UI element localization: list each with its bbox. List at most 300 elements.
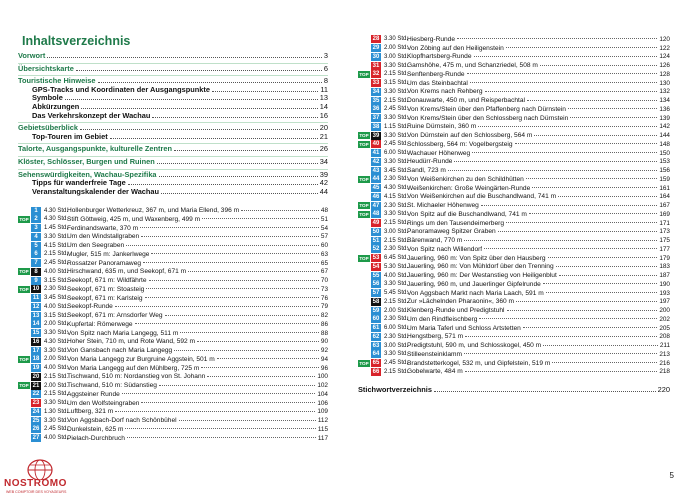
- route-title: Wachauer Höhenweg: [407, 149, 471, 157]
- route-number-badge: 36: [372, 106, 380, 113]
- toc-entry[interactable]: [18, 65, 328, 74]
- dot-leader: [534, 135, 657, 136]
- top-badge-placeholder: [358, 123, 370, 130]
- route-number-badge: 66: [372, 368, 380, 375]
- route-row[interactable]: [358, 333, 670, 342]
- route-row[interactable]: [18, 224, 328, 233]
- top-badge-placeholder: [18, 207, 30, 214]
- toc-entry-title: Tipps für wanderfreie Tage: [32, 178, 126, 188]
- dot-leader: [467, 73, 658, 74]
- toc-entry[interactable]: [18, 112, 328, 121]
- route-row[interactable]: [358, 96, 670, 105]
- top-badge-placeholder: [358, 88, 370, 95]
- top-badge-placeholder: [358, 325, 370, 332]
- toc-entry-page: 16: [319, 110, 328, 120]
- dot-leader: [145, 297, 319, 298]
- top-badge-placeholder: [18, 277, 30, 284]
- route-duration: 3.30 Std.: [384, 88, 409, 95]
- route-row[interactable]: [358, 350, 670, 359]
- top-badge-placeholder: [18, 303, 30, 310]
- dot-leader: [212, 91, 318, 92]
- route-row[interactable]: [358, 324, 670, 333]
- toc-entry[interactable]: [18, 145, 328, 154]
- route-row[interactable]: [358, 53, 670, 62]
- route-number-badge: 65: [372, 360, 380, 367]
- route-title: Weißenkirchen: Große Weingärten-Runde: [407, 184, 531, 192]
- route-row[interactable]: [18, 381, 328, 390]
- route-title: Von Spitz auf die Buschandlwand, 741 m: [407, 210, 527, 218]
- route-row[interactable]: [358, 140, 670, 149]
- top-badge: TOP: [359, 133, 369, 139]
- route-number-badge: 20: [32, 373, 40, 380]
- dot-leader: [174, 350, 319, 351]
- route-duration: 1.30 Std.: [44, 408, 69, 415]
- route-number-badge: 6: [31, 250, 41, 258]
- route-title: Predigtstuhl, 590 m, und Schlosskogel, 450 m: [407, 342, 542, 350]
- route-row[interactable]: [18, 215, 328, 224]
- route-page: 120: [659, 35, 670, 43]
- route-row[interactable]: [18, 303, 328, 312]
- route-row[interactable]: [358, 184, 670, 193]
- route-row[interactable]: [358, 70, 670, 79]
- route-page: 134: [659, 97, 670, 105]
- route-row[interactable]: [18, 311, 328, 320]
- route-duration: 4.00 Std.: [44, 365, 69, 372]
- top-badge-placeholder: [358, 45, 370, 52]
- route-page: 193: [659, 289, 670, 297]
- route-duration: 3.30 Std.: [44, 347, 69, 354]
- route-row[interactable]: [358, 341, 670, 350]
- route-number-badge: 51: [372, 237, 380, 244]
- route-page: 200: [659, 307, 670, 315]
- route-row[interactable]: [358, 61, 670, 70]
- route-row[interactable]: [18, 320, 328, 329]
- route-row[interactable]: [358, 166, 670, 175]
- dot-leader: [197, 341, 319, 342]
- route-number-badge: 11: [32, 295, 40, 302]
- dot-leader: [174, 150, 318, 151]
- route-row[interactable]: [18, 399, 328, 408]
- route-row[interactable]: [358, 280, 670, 289]
- top-badge-placeholder: [358, 97, 370, 104]
- dot-leader: [543, 283, 658, 284]
- dot-leader: [159, 176, 318, 177]
- top-badge-placeholder: [18, 373, 30, 380]
- route-row[interactable]: [358, 263, 670, 272]
- route-page: 183: [659, 263, 670, 271]
- route-page: 51: [320, 215, 328, 223]
- route-list-right: [358, 35, 670, 376]
- route-list-left: [18, 206, 328, 442]
- toc-entry[interactable]: [18, 133, 328, 142]
- route-title: Von Aggsbach Markt nach Maria Laach, 591 m: [407, 289, 544, 297]
- route-row[interactable]: [358, 298, 670, 307]
- index-entry[interactable]: [358, 385, 670, 394]
- route-title: Von Krems/Stein über den Pfaffenberg nach Dürnstein: [407, 105, 566, 113]
- route-duration: 2.00 Std.: [44, 356, 69, 363]
- route-title: Hengstberg, 571 m: [407, 333, 464, 341]
- top-badge: TOP: [359, 141, 369, 147]
- route-row[interactable]: [18, 408, 328, 417]
- route-number-badge: 56: [372, 281, 380, 288]
- route-duration: 2.15 Std.: [384, 97, 409, 104]
- route-row[interactable]: [18, 416, 328, 425]
- top-badge: TOP: [19, 286, 29, 292]
- route-title: Um den Windstallgraben: [67, 233, 140, 241]
- route-row[interactable]: [18, 425, 328, 434]
- route-title: Bärenwand, 770 m: [407, 237, 463, 245]
- toc-entry[interactable]: [18, 86, 328, 95]
- dot-leader: [157, 163, 318, 164]
- route-number-badge: 19: [32, 365, 40, 372]
- route-title: Ruine Dürnstein, 360 m: [407, 123, 477, 131]
- route-page: 205: [659, 324, 670, 332]
- route-row[interactable]: [18, 294, 328, 303]
- dot-leader: [540, 65, 657, 66]
- route-duration: 3.30 Std.: [44, 417, 69, 424]
- dot-leader: [570, 117, 657, 118]
- top-badge-placeholder: [358, 220, 370, 227]
- route-number-badge: 62: [372, 333, 380, 340]
- top-badge-placeholder: [358, 263, 370, 270]
- route-title: St. Michaeler Höhenweg: [407, 202, 479, 210]
- route-row[interactable]: [358, 193, 670, 202]
- route-row[interactable]: [358, 306, 670, 315]
- route-page: 57: [320, 233, 328, 241]
- route-row[interactable]: [18, 390, 328, 399]
- route-row[interactable]: [358, 219, 670, 228]
- dot-leader: [478, 126, 657, 127]
- route-row[interactable]: [18, 206, 328, 215]
- top-badge-placeholder: [358, 80, 370, 87]
- route-row[interactable]: [358, 359, 670, 368]
- route-duration: 3.15 Std.: [384, 80, 409, 87]
- route-row[interactable]: [358, 105, 670, 114]
- toc-entry-page: 26: [319, 144, 328, 154]
- toc-entry[interactable]: [18, 158, 328, 167]
- route-number-badge: 44: [372, 176, 380, 183]
- route-title: Um Maria Taferl und Schloss Artstetten: [407, 324, 521, 332]
- dot-leader: [140, 227, 319, 228]
- route-row[interactable]: [18, 355, 328, 364]
- route-number-badge: 33: [372, 80, 380, 87]
- route-page: 197: [659, 298, 670, 306]
- dot-leader: [516, 301, 657, 302]
- top-badge-placeholder: [18, 242, 30, 249]
- route-row[interactable]: [18, 373, 328, 382]
- route-number-badge: 46: [372, 193, 380, 200]
- route-number-badge: 64: [372, 351, 380, 358]
- route-title: Gobelwarte, 484 m: [407, 368, 463, 376]
- top-badge: TOP: [19, 216, 29, 222]
- route-row[interactable]: [358, 201, 670, 210]
- route-page: 161: [659, 184, 670, 192]
- route-title: Von Zöbing auf den Heiligenstein: [407, 44, 504, 52]
- route-row[interactable]: [358, 368, 670, 377]
- route-number-badge: 52: [372, 246, 380, 253]
- route-row[interactable]: [358, 131, 670, 140]
- route-row[interactable]: [18, 259, 328, 268]
- toc-entry[interactable]: [18, 52, 328, 61]
- route-duration: 2.30 Std.: [384, 316, 409, 323]
- dot-leader: [529, 213, 657, 214]
- dot-leader: [546, 292, 658, 293]
- route-row[interactable]: [18, 434, 328, 443]
- route-row[interactable]: [18, 241, 328, 250]
- route-row[interactable]: [358, 271, 670, 280]
- route-row[interactable]: [358, 175, 670, 184]
- top-badge: TOP: [359, 203, 369, 209]
- dot-leader: [470, 82, 657, 83]
- route-row[interactable]: [18, 338, 328, 347]
- route-row[interactable]: [358, 158, 670, 167]
- route-duration: 4.15 Std.: [44, 242, 69, 249]
- route-row[interactable]: [358, 44, 670, 53]
- dot-leader: [161, 193, 318, 194]
- route-page: 54: [320, 224, 328, 232]
- dot-leader: [481, 205, 657, 206]
- top-badge-placeholder: [18, 312, 30, 319]
- route-title: Von Spitz nach Maria Langegg, 511 m: [67, 329, 179, 337]
- route-number-badge: 17: [32, 347, 40, 354]
- top-badge-placeholder: [18, 400, 30, 407]
- route-title: Seekopf, 671 m: Karlsteig: [67, 294, 143, 302]
- route-duration: 2.00 Std.: [44, 382, 69, 389]
- toc-entry-page: 39: [319, 169, 328, 179]
- route-duration: 4.00 Std.: [44, 303, 69, 310]
- route-page: 124: [659, 53, 670, 61]
- route-number-badge: 58: [372, 298, 380, 305]
- route-title: Jauerling, 960 m: Von Mühldorf über den Trenning: [407, 263, 554, 271]
- route-title: Von Weißenkirchen auf die Buschandlwand, 741 m: [407, 193, 557, 201]
- route-page: 90: [320, 338, 328, 346]
- dot-leader: [474, 56, 658, 57]
- dot-leader: [110, 138, 318, 139]
- route-duration: 2.30 Std.: [384, 333, 409, 340]
- route-duration: 2.15 Std.: [384, 368, 409, 375]
- dot-leader: [454, 161, 657, 162]
- route-page: 104: [317, 390, 328, 398]
- route-number-badge: 15: [32, 330, 40, 337]
- index-entry-title: Stichwortverzeichnis: [358, 385, 432, 395]
- route-number-badge: 8: [31, 268, 41, 276]
- route-duration: 1.45 Std.: [44, 225, 69, 232]
- route-duration: 2.15 Std.: [44, 391, 69, 398]
- route-duration: 6.00 Std.: [384, 150, 409, 157]
- route-row[interactable]: [18, 329, 328, 338]
- top-badge-placeholder: [358, 167, 370, 174]
- dot-leader: [201, 367, 319, 368]
- route-number-badge: 7: [31, 259, 41, 267]
- route-number-badge: 53: [372, 255, 380, 262]
- route-title: Donauwarte, 450 m, und Reisperbachtal: [407, 97, 526, 105]
- route-page: 76: [320, 294, 328, 302]
- route-page: 126: [659, 62, 670, 70]
- top-badge-placeholder: [358, 115, 370, 122]
- top-badge-placeholder: [18, 233, 30, 240]
- route-title: Tischwand, 510 m: Nordanstieg von St. Johann: [67, 373, 206, 381]
- route-duration: 4.15 Std.: [384, 193, 409, 200]
- route-number-badge: 27: [32, 435, 40, 442]
- route-row[interactable]: [358, 35, 670, 44]
- route-title: Von Weißenkirchen zu den Schildhütten: [407, 175, 524, 183]
- top-badge: TOP: [19, 269, 29, 275]
- route-page: 73: [320, 285, 328, 293]
- route-title: Seekopf, 671 m: Arnsdorfer Weg: [67, 312, 163, 320]
- route-number-badge: 34: [372, 88, 380, 95]
- top-badge-placeholder: [358, 281, 370, 288]
- route-number-badge: 61: [372, 325, 380, 332]
- route-page: 148: [659, 140, 670, 148]
- route-duration: 2.15 Std.: [44, 373, 69, 380]
- dot-leader: [141, 402, 315, 403]
- route-title: Um den Seegraben: [67, 242, 125, 250]
- top-badge-placeholder: [18, 391, 30, 398]
- route-number-badge: 50: [372, 228, 380, 235]
- route-duration: 3.30 Std.: [384, 62, 409, 69]
- top-badge-placeholder: [358, 62, 370, 69]
- route-row[interactable]: [358, 149, 670, 158]
- route-number-badge: 48: [372, 211, 380, 218]
- route-title: Jauerling, 960 m, und Jauerlinger Gipfelrunde: [407, 280, 541, 288]
- route-duration: 3.15 Std.: [44, 277, 69, 284]
- route-row[interactable]: [358, 254, 670, 263]
- route-row[interactable]: [358, 315, 670, 324]
- toc-entry-page: 6: [323, 63, 328, 73]
- route-title: Senftenberg-Runde: [407, 70, 465, 78]
- dot-leader: [465, 371, 658, 372]
- dot-leader: [434, 391, 656, 392]
- route-page: 164: [659, 193, 670, 201]
- route-duration: 2.00 Std.: [384, 45, 409, 52]
- route-row[interactable]: [18, 346, 328, 355]
- route-duration: 3.15 Std.: [44, 312, 69, 319]
- toc-entry-title: Touristische Hinweise: [18, 76, 96, 86]
- route-page: 117: [317, 434, 328, 442]
- route-row[interactable]: [18, 285, 328, 294]
- route-page: 218: [659, 368, 670, 376]
- top-badge-placeholder: [18, 417, 30, 424]
- logo-tagline: WEB COMPTOIR DES VOYAGEURS: [6, 490, 67, 494]
- dot-leader: [141, 236, 319, 237]
- route-page: 173: [659, 228, 670, 236]
- route-duration: 5.30 Std.: [384, 263, 409, 270]
- route-row[interactable]: [358, 88, 670, 97]
- route-number-badge: 9: [31, 277, 41, 285]
- route-number-badge: 26: [32, 426, 40, 433]
- dot-leader: [241, 210, 319, 211]
- route-title: Um das Steinbachtal: [407, 79, 468, 87]
- route-title: Seekopf, 671 m: Wildfährte: [67, 277, 147, 285]
- top-badge: TOP: [359, 360, 369, 366]
- dot-leader: [81, 108, 318, 109]
- dot-leader: [548, 257, 658, 258]
- route-row[interactable]: [18, 233, 328, 242]
- route-title: Von Krems nach Rehberg: [407, 88, 483, 96]
- route-duration: 2.45 Std.: [384, 141, 409, 148]
- route-number-badge: 54: [372, 263, 380, 270]
- route-row[interactable]: [358, 114, 670, 123]
- top-badge-placeholder: [18, 347, 30, 354]
- route-row[interactable]: [18, 276, 328, 285]
- dot-leader: [127, 437, 316, 438]
- top-badge: TOP: [359, 211, 369, 217]
- route-title: Klenberg-Runde und Predigtstuhl: [407, 307, 505, 315]
- route-row[interactable]: [358, 123, 670, 132]
- toc-entry-page: 13: [319, 93, 328, 103]
- route-row[interactable]: [18, 268, 328, 277]
- route-row[interactable]: [358, 228, 670, 237]
- route-number-badge: 29: [372, 45, 380, 52]
- toc-entry-page: 8: [323, 76, 328, 86]
- route-duration: 5.45 Std.: [384, 290, 409, 297]
- toc-entry-page: 3: [323, 51, 328, 60]
- dot-leader: [515, 143, 658, 144]
- route-row[interactable]: [358, 236, 670, 245]
- route-duration: 2.00 Std.: [44, 321, 69, 328]
- route-row[interactable]: [358, 79, 670, 88]
- publisher-logo: [2, 456, 78, 500]
- route-duration: 4.30 Std.: [44, 216, 69, 223]
- toc-right-column: [358, 35, 670, 394]
- dot-leader: [98, 82, 322, 83]
- toc-entry-title: Klöster, Schlösser, Burgen und Ruinen: [18, 156, 155, 166]
- route-number-badge: 22: [32, 391, 40, 398]
- route-title: Klopfhartsberg-Runde: [407, 53, 472, 61]
- route-duration: 4.00 Std.: [44, 268, 69, 275]
- dot-leader: [165, 315, 319, 316]
- top-badge-placeholder: [358, 351, 370, 358]
- dot-leader: [556, 266, 658, 267]
- route-page: 67: [320, 268, 328, 276]
- route-number-badge: 3: [31, 224, 41, 232]
- route-page: 86: [320, 320, 328, 328]
- route-number-badge: 30: [372, 53, 380, 60]
- route-duration: 3.45 Std.: [44, 295, 69, 302]
- route-duration: 1.15 Std.: [384, 123, 409, 130]
- route-number-badge: 23: [32, 400, 40, 407]
- route-page: 202: [659, 315, 670, 323]
- route-page: 159: [659, 175, 670, 183]
- dot-leader: [472, 152, 657, 153]
- route-row[interactable]: [358, 210, 670, 219]
- toc-entry-title: Vorwort: [18, 51, 46, 60]
- route-row[interactable]: [18, 364, 328, 373]
- top-badge-placeholder: [358, 228, 370, 235]
- route-row[interactable]: [358, 289, 670, 298]
- globe-icon: [20, 456, 60, 480]
- route-page: 208: [659, 333, 670, 341]
- dot-leader: [506, 222, 657, 223]
- route-number-badge: 63: [372, 342, 380, 349]
- route-row[interactable]: [18, 250, 328, 259]
- route-duration: 3.00 Std.: [384, 228, 409, 235]
- route-title: Brandstetterkogel, 532 m, und Gipfelstein, 519 m: [407, 359, 551, 367]
- route-title: Tischwand, 510 m: Südanstieg: [67, 382, 157, 390]
- toc-entry-title: Übersichtskarte: [18, 63, 74, 73]
- toc-entry[interactable]: [18, 188, 328, 197]
- route-page: 63: [320, 250, 328, 258]
- dot-leader: [217, 358, 319, 359]
- route-page: 179: [659, 254, 670, 262]
- route-title: Seekopf-Runde: [67, 303, 113, 311]
- top-badge-placeholder: [358, 307, 370, 314]
- route-page: 130: [659, 79, 670, 87]
- route-duration: 3.30 Std.: [44, 330, 69, 337]
- route-title: Stift Göttweig, 425 m, und Waxenberg, 499 m: [67, 215, 201, 223]
- route-row[interactable]: [358, 245, 670, 254]
- route-duration: 4.30 Std.: [44, 207, 69, 214]
